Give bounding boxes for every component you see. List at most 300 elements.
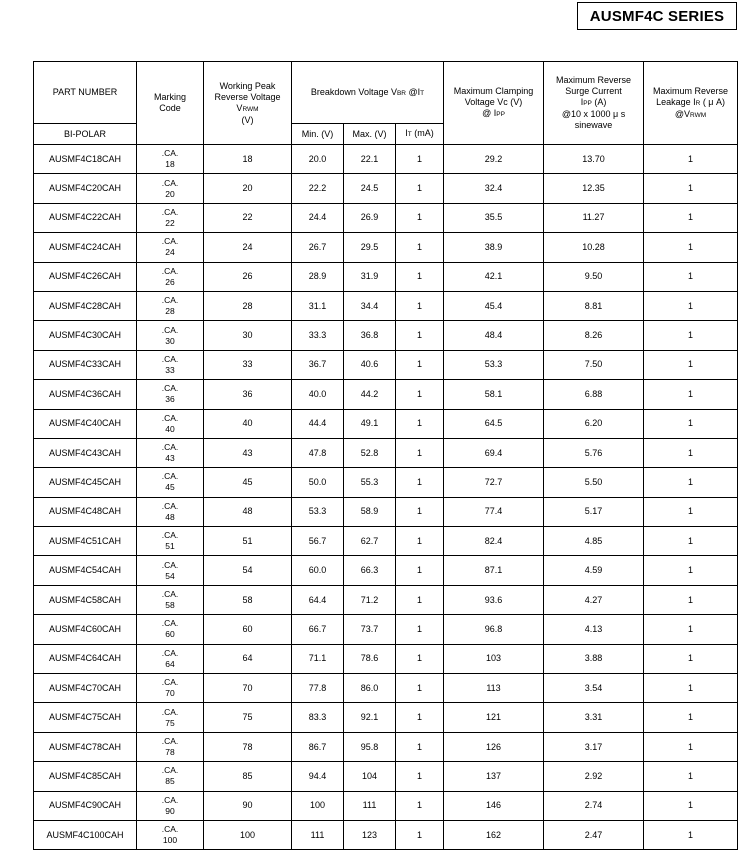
- cell-vbr-max: 36.8: [344, 321, 396, 350]
- cell-it: 1: [396, 468, 444, 497]
- cell-it: 1: [396, 585, 444, 614]
- cell-part-number: AUSMF4C20CAH: [34, 174, 137, 203]
- cell-part-number: AUSMF4C48CAH: [34, 497, 137, 526]
- cell-vbr-max: 71.2: [344, 585, 396, 614]
- cell-vbr-max: 92.1: [344, 703, 396, 732]
- cell-it: 1: [396, 762, 444, 791]
- cell-vrwm: 78: [204, 732, 292, 761]
- cell-vc: 96.8: [444, 615, 544, 644]
- cell-vbr-max: 52.8: [344, 438, 396, 467]
- cell-vbr-max: 86.0: [344, 674, 396, 703]
- cell-ir: 1: [644, 644, 738, 673]
- cell-vbr-min: 111: [292, 820, 344, 849]
- cell-vrwm: 75: [204, 703, 292, 732]
- cell-ipp: 12.35: [544, 174, 644, 203]
- marking-code-bottom: 36: [165, 394, 175, 405]
- cell-part-number: AUSMF4C40CAH: [34, 409, 137, 438]
- cell-vrwm: 54: [204, 556, 292, 585]
- cell-vbr-max: 95.8: [344, 732, 396, 761]
- cell-vbr-min: 47.8: [292, 438, 344, 467]
- cell-it: 1: [396, 321, 444, 350]
- cell-marking-code: [137, 468, 204, 497]
- cell-marking-code: [137, 145, 204, 174]
- cell-part-number: AUSMF4C64CAH: [34, 644, 137, 673]
- header-reverse-leakage: Maximum Reverse Leakage IR ( μ A) @VRWM: [644, 62, 738, 145]
- cell-vbr-min: 83.3: [292, 703, 344, 732]
- cell-it: 1: [396, 233, 444, 262]
- cell-vrwm: 33: [204, 350, 292, 379]
- marking-code-top: .CA.: [161, 647, 179, 658]
- table-row: [34, 409, 738, 438]
- marking-code-top: .CA.: [161, 618, 179, 629]
- cell-ir: 1: [644, 556, 738, 585]
- cell-vbr-max: 78.6: [344, 644, 396, 673]
- cell-it: 1: [396, 203, 444, 232]
- cell-part-number: AUSMF4C85CAH: [34, 762, 137, 791]
- cell-ipp: 8.26: [544, 321, 644, 350]
- header-it: IT (mA): [396, 124, 444, 145]
- table-row: [34, 820, 738, 849]
- table-row: [34, 762, 738, 791]
- cell-marking-code: [137, 174, 204, 203]
- cell-vrwm: 45: [204, 468, 292, 497]
- cell-it: 1: [396, 350, 444, 379]
- cell-vbr-max: 44.2: [344, 380, 396, 409]
- table-row: [34, 527, 738, 556]
- marking-code-top: .CA.: [161, 559, 179, 570]
- cell-vbr-min: 33.3: [292, 321, 344, 350]
- marking-code-bottom: 43: [165, 453, 175, 464]
- cell-vrwm: 28: [204, 291, 292, 320]
- cell-vbr-max: 58.9: [344, 497, 396, 526]
- header-breakdown-voltage: Breakdown Voltage VBR @IT: [292, 62, 444, 124]
- cell-ipp: 2.47: [544, 820, 644, 849]
- cell-marking-code: [137, 203, 204, 232]
- cell-part-number: AUSMF4C45CAH: [34, 468, 137, 497]
- cell-vbr-max: 62.7: [344, 527, 396, 556]
- cell-ipp: 10.28: [544, 233, 644, 262]
- cell-vbr-max: 73.7: [344, 615, 396, 644]
- cell-part-number: AUSMF4C60CAH: [34, 615, 137, 644]
- cell-part-number: AUSMF4C28CAH: [34, 291, 137, 320]
- cell-vc: 93.6: [444, 585, 544, 614]
- marking-code-top: .CA.: [161, 589, 179, 600]
- cell-part-number: AUSMF4C43CAH: [34, 438, 137, 467]
- marking-code-top: .CA.: [161, 706, 179, 717]
- table-row: [34, 262, 738, 291]
- marking-code-top: .CA.: [161, 500, 179, 511]
- cell-marking-code: [137, 556, 204, 585]
- cell-ir: 1: [644, 615, 738, 644]
- cell-part-number: AUSMF4C100CAH: [34, 820, 137, 849]
- cell-vrwm: 100: [204, 820, 292, 849]
- table-row: [34, 791, 738, 820]
- cell-marking-code: [137, 438, 204, 467]
- cell-marking-code: [137, 497, 204, 526]
- cell-ir: 1: [644, 703, 738, 732]
- marking-code-top: .CA.: [161, 148, 179, 159]
- cell-marking-code: [137, 585, 204, 614]
- cell-ir: 1: [644, 527, 738, 556]
- marking-code-bottom: 40: [165, 423, 175, 434]
- cell-vrwm: 22: [204, 203, 292, 232]
- marking-code-top: .CA.: [161, 765, 179, 776]
- marking-code-bottom: 75: [165, 717, 175, 728]
- cell-ipp: 3.31: [544, 703, 644, 732]
- table-row: [34, 321, 738, 350]
- cell-it: 1: [396, 703, 444, 732]
- marking-code-top: .CA.: [161, 442, 179, 453]
- marking-code-bottom: 54: [165, 570, 175, 581]
- series-title: AUSMF4C SERIES: [577, 2, 737, 30]
- marking-code-bottom: 22: [165, 217, 175, 228]
- marking-code-bottom: 85: [165, 776, 175, 787]
- table-row: [34, 644, 738, 673]
- cell-vrwm: 90: [204, 791, 292, 820]
- cell-vc: 82.4: [444, 527, 544, 556]
- table-row: [34, 703, 738, 732]
- header-clamping-voltage: Maximum Clamping Voltage Vc (V) @ IPP: [444, 62, 544, 145]
- table-row: [34, 556, 738, 585]
- cell-vrwm: 43: [204, 438, 292, 467]
- cell-ipp: 3.54: [544, 674, 644, 703]
- cell-vrwm: 18: [204, 145, 292, 174]
- marking-code-bottom: 26: [165, 276, 175, 287]
- marking-code-bottom: 48: [165, 511, 175, 522]
- cell-ipp: 4.13: [544, 615, 644, 644]
- cell-it: 1: [396, 556, 444, 585]
- table-row: [34, 438, 738, 467]
- marking-code-bottom: 90: [165, 805, 175, 816]
- cell-ipp: 6.20: [544, 409, 644, 438]
- cell-vc: 32.4: [444, 174, 544, 203]
- cell-part-number: AUSMF4C78CAH: [34, 732, 137, 761]
- cell-part-number: AUSMF4C30CAH: [34, 321, 137, 350]
- cell-vbr-min: 60.0: [292, 556, 344, 585]
- cell-vc: 137: [444, 762, 544, 791]
- marking-code-bottom: 58: [165, 600, 175, 611]
- cell-part-number: AUSMF4C90CAH: [34, 791, 137, 820]
- cell-vrwm: 85: [204, 762, 292, 791]
- table-row: [34, 350, 738, 379]
- cell-ir: 1: [644, 321, 738, 350]
- marking-code-top: .CA.: [161, 412, 179, 423]
- cell-ir: 1: [644, 291, 738, 320]
- marking-code-top: .CA.: [161, 824, 179, 835]
- cell-marking-code: [137, 762, 204, 791]
- table-row: [34, 585, 738, 614]
- cell-ipp: 7.50: [544, 350, 644, 379]
- cell-vbr-min: 71.1: [292, 644, 344, 673]
- cell-vbr-max: 49.1: [344, 409, 396, 438]
- cell-vbr-max: 55.3: [344, 468, 396, 497]
- cell-ir: 1: [644, 791, 738, 820]
- cell-ir: 1: [644, 468, 738, 497]
- cell-ir: 1: [644, 174, 738, 203]
- cell-vbr-min: 40.0: [292, 380, 344, 409]
- cell-vbr-max: 24.5: [344, 174, 396, 203]
- cell-part-number: AUSMF4C33CAH: [34, 350, 137, 379]
- cell-ipp: 5.76: [544, 438, 644, 467]
- cell-vbr-max: 104: [344, 762, 396, 791]
- cell-vbr-min: 94.4: [292, 762, 344, 791]
- marking-code-bottom: 70: [165, 688, 175, 699]
- marking-code-top: .CA.: [161, 353, 179, 364]
- cell-marking-code: [137, 791, 204, 820]
- spec-table: [33, 61, 738, 850]
- cell-ir: 1: [644, 762, 738, 791]
- cell-vbr-min: 20.0: [292, 145, 344, 174]
- cell-ir: 1: [644, 820, 738, 849]
- table-row: [34, 203, 738, 232]
- cell-vbr-min: 100: [292, 791, 344, 820]
- cell-vbr-max: 66.3: [344, 556, 396, 585]
- cell-marking-code: [137, 674, 204, 703]
- cell-marking-code: [137, 820, 204, 849]
- cell-ir: 1: [644, 350, 738, 379]
- cell-ir: 1: [644, 203, 738, 232]
- cell-ipp: 3.17: [544, 732, 644, 761]
- cell-vbr-max: 111: [344, 791, 396, 820]
- marking-code-bottom: 64: [165, 658, 175, 669]
- cell-vc: 29.2: [444, 145, 544, 174]
- cell-vrwm: 48: [204, 497, 292, 526]
- table-row: [34, 468, 738, 497]
- cell-marking-code: [137, 291, 204, 320]
- cell-ipp: 8.81: [544, 291, 644, 320]
- cell-ir: 1: [644, 674, 738, 703]
- table-row: [34, 732, 738, 761]
- cell-vbr-max: 34.4: [344, 291, 396, 320]
- cell-it: 1: [396, 438, 444, 467]
- cell-vrwm: 58: [204, 585, 292, 614]
- cell-vc: 53.3: [444, 350, 544, 379]
- cell-marking-code: [137, 233, 204, 262]
- cell-part-number: AUSMF4C54CAH: [34, 556, 137, 585]
- cell-part-number: AUSMF4C18CAH: [34, 145, 137, 174]
- cell-vrwm: 60: [204, 615, 292, 644]
- cell-vbr-min: 31.1: [292, 291, 344, 320]
- cell-ipp: 4.59: [544, 556, 644, 585]
- cell-vc: 64.5: [444, 409, 544, 438]
- cell-it: 1: [396, 820, 444, 849]
- marking-code-top: .CA.: [161, 324, 179, 335]
- cell-vbr-max: 31.9: [344, 262, 396, 291]
- cell-part-number: AUSMF4C22CAH: [34, 203, 137, 232]
- cell-vbr-min: 28.9: [292, 262, 344, 291]
- cell-it: 1: [396, 174, 444, 203]
- cell-vbr-min: 66.7: [292, 615, 344, 644]
- cell-marking-code: [137, 615, 204, 644]
- cell-vbr-min: 56.7: [292, 527, 344, 556]
- cell-ir: 1: [644, 497, 738, 526]
- cell-vc: 113: [444, 674, 544, 703]
- marking-code-top: .CA.: [161, 383, 179, 394]
- cell-vc: 42.1: [444, 262, 544, 291]
- table-row: [34, 615, 738, 644]
- cell-part-number: AUSMF4C36CAH: [34, 380, 137, 409]
- cell-marking-code: [137, 409, 204, 438]
- marking-code-bottom: 30: [165, 335, 175, 346]
- cell-marking-code: [137, 262, 204, 291]
- cell-it: 1: [396, 732, 444, 761]
- table-row: [34, 497, 738, 526]
- header-part-number: PART NUMBER: [34, 62, 137, 124]
- marking-code-top: .CA.: [161, 677, 179, 688]
- cell-marking-code: [137, 380, 204, 409]
- cell-part-number: AUSMF4C26CAH: [34, 262, 137, 291]
- cell-it: 1: [396, 497, 444, 526]
- cell-part-number: AUSMF4C70CAH: [34, 674, 137, 703]
- cell-it: 1: [396, 644, 444, 673]
- marking-code-bottom: 100: [162, 835, 178, 846]
- cell-vc: 48.4: [444, 321, 544, 350]
- cell-vc: 126: [444, 732, 544, 761]
- cell-it: 1: [396, 145, 444, 174]
- cell-vbr-min: 64.4: [292, 585, 344, 614]
- cell-vc: 87.1: [444, 556, 544, 585]
- cell-vrwm: 40: [204, 409, 292, 438]
- cell-vc: 58.1: [444, 380, 544, 409]
- cell-it: 1: [396, 262, 444, 291]
- cell-vrwm: 30: [204, 321, 292, 350]
- cell-marking-code: [137, 703, 204, 732]
- cell-vbr-max: 22.1: [344, 145, 396, 174]
- marking-code-top: .CA.: [161, 265, 179, 276]
- cell-vrwm: 36: [204, 380, 292, 409]
- marking-code-bottom: 45: [165, 482, 175, 493]
- marking-code-top: .CA.: [161, 206, 179, 217]
- marking-code-bottom: 24: [165, 247, 175, 258]
- cell-marking-code: [137, 732, 204, 761]
- cell-marking-code: [137, 321, 204, 350]
- cell-ipp: 6.88: [544, 380, 644, 409]
- cell-ipp: 2.92: [544, 762, 644, 791]
- cell-vc: 69.4: [444, 438, 544, 467]
- cell-part-number: AUSMF4C24CAH: [34, 233, 137, 262]
- marking-code-top: .CA.: [161, 530, 179, 541]
- cell-vbr-max: 123: [344, 820, 396, 849]
- marking-code-bottom: 28: [165, 306, 175, 317]
- cell-ir: 1: [644, 409, 738, 438]
- cell-vc: 121: [444, 703, 544, 732]
- cell-ir: 1: [644, 585, 738, 614]
- cell-it: 1: [396, 674, 444, 703]
- marking-code-top: .CA.: [161, 177, 179, 188]
- cell-part-number: AUSMF4C75CAH: [34, 703, 137, 732]
- table-row: [34, 380, 738, 409]
- cell-vc: 35.5: [444, 203, 544, 232]
- cell-vbr-min: 22.2: [292, 174, 344, 203]
- cell-it: 1: [396, 380, 444, 409]
- cell-ipp: 5.50: [544, 468, 644, 497]
- cell-vrwm: 70: [204, 674, 292, 703]
- cell-ipp: 3.88: [544, 644, 644, 673]
- cell-it: 1: [396, 527, 444, 556]
- header-vrwm: Working Peak Reverse Voltage VRWM (V): [204, 62, 292, 145]
- cell-vrwm: 51: [204, 527, 292, 556]
- cell-it: 1: [396, 409, 444, 438]
- cell-vbr-max: 29.5: [344, 233, 396, 262]
- table-row: [34, 174, 738, 203]
- marking-code-top: .CA.: [161, 236, 179, 247]
- cell-it: 1: [396, 791, 444, 820]
- table-row: [34, 233, 738, 262]
- cell-vrwm: 64: [204, 644, 292, 673]
- marking-code-bottom: 60: [165, 629, 175, 640]
- marking-code-top: .CA.: [161, 471, 179, 482]
- marking-code-bottom: 20: [165, 188, 175, 199]
- cell-vbr-min: 86.7: [292, 732, 344, 761]
- table-row: [34, 291, 738, 320]
- cell-vc: 72.7: [444, 468, 544, 497]
- marking-code-top: .CA.: [161, 794, 179, 805]
- cell-marking-code: [137, 644, 204, 673]
- cell-it: 1: [396, 291, 444, 320]
- cell-marking-code: [137, 350, 204, 379]
- marking-code-top: .CA.: [161, 295, 179, 306]
- marking-code-top: .CA.: [161, 736, 179, 746]
- cell-vrwm: 20: [204, 174, 292, 203]
- cell-ipp: 11.27: [544, 203, 644, 232]
- cell-vc: 45.4: [444, 291, 544, 320]
- cell-vbr-min: 77.8: [292, 674, 344, 703]
- cell-vbr-min: 36.7: [292, 350, 344, 379]
- marking-code-bottom: 78: [165, 747, 175, 757]
- cell-ir: 1: [644, 732, 738, 761]
- cell-vbr-min: 44.4: [292, 409, 344, 438]
- cell-vc: 77.4: [444, 497, 544, 526]
- cell-vbr-max: 40.6: [344, 350, 396, 379]
- cell-part-number: AUSMF4C58CAH: [34, 585, 137, 614]
- cell-part-number: AUSMF4C51CAH: [34, 527, 137, 556]
- cell-ir: 1: [644, 380, 738, 409]
- cell-vrwm: 24: [204, 233, 292, 262]
- cell-ipp: 4.27: [544, 585, 644, 614]
- cell-vc: 162: [444, 820, 544, 849]
- marking-code-bottom: 33: [165, 364, 175, 375]
- table-row: [34, 674, 738, 703]
- cell-vc: 38.9: [444, 233, 544, 262]
- cell-vbr-min: 26.7: [292, 233, 344, 262]
- cell-ipp: 13.70: [544, 145, 644, 174]
- header-max-v: Max. (V): [344, 124, 396, 145]
- marking-code-bottom: 51: [165, 541, 175, 552]
- cell-vbr-min: 53.3: [292, 497, 344, 526]
- cell-ipp: 4.85: [544, 527, 644, 556]
- marking-code-bottom: 18: [165, 159, 175, 170]
- cell-vc: 103: [444, 644, 544, 673]
- cell-ir: 1: [644, 262, 738, 291]
- cell-vrwm: 26: [204, 262, 292, 291]
- table-row: [34, 145, 738, 174]
- cell-ipp: 9.50: [544, 262, 644, 291]
- cell-ipp: 5.17: [544, 497, 644, 526]
- header-min-v: Min. (V): [292, 124, 344, 145]
- cell-vc: 146: [444, 791, 544, 820]
- cell-vbr-min: 24.4: [292, 203, 344, 232]
- header-surge-current: Maximum Reverse Surge Current IPP (A) @10 x 1000 μ s sinewave: [544, 62, 644, 145]
- cell-vbr-max: 26.9: [344, 203, 396, 232]
- cell-ir: 1: [644, 438, 738, 467]
- header-marking-code: Marking Code: [137, 62, 204, 145]
- cell-vbr-min: 50.0: [292, 468, 344, 497]
- header-bi-polar: BI-POLAR: [34, 124, 137, 145]
- cell-it: 1: [396, 615, 444, 644]
- cell-marking-code: [137, 527, 204, 556]
- cell-ir: 1: [644, 145, 738, 174]
- cell-ipp: 2.74: [544, 791, 644, 820]
